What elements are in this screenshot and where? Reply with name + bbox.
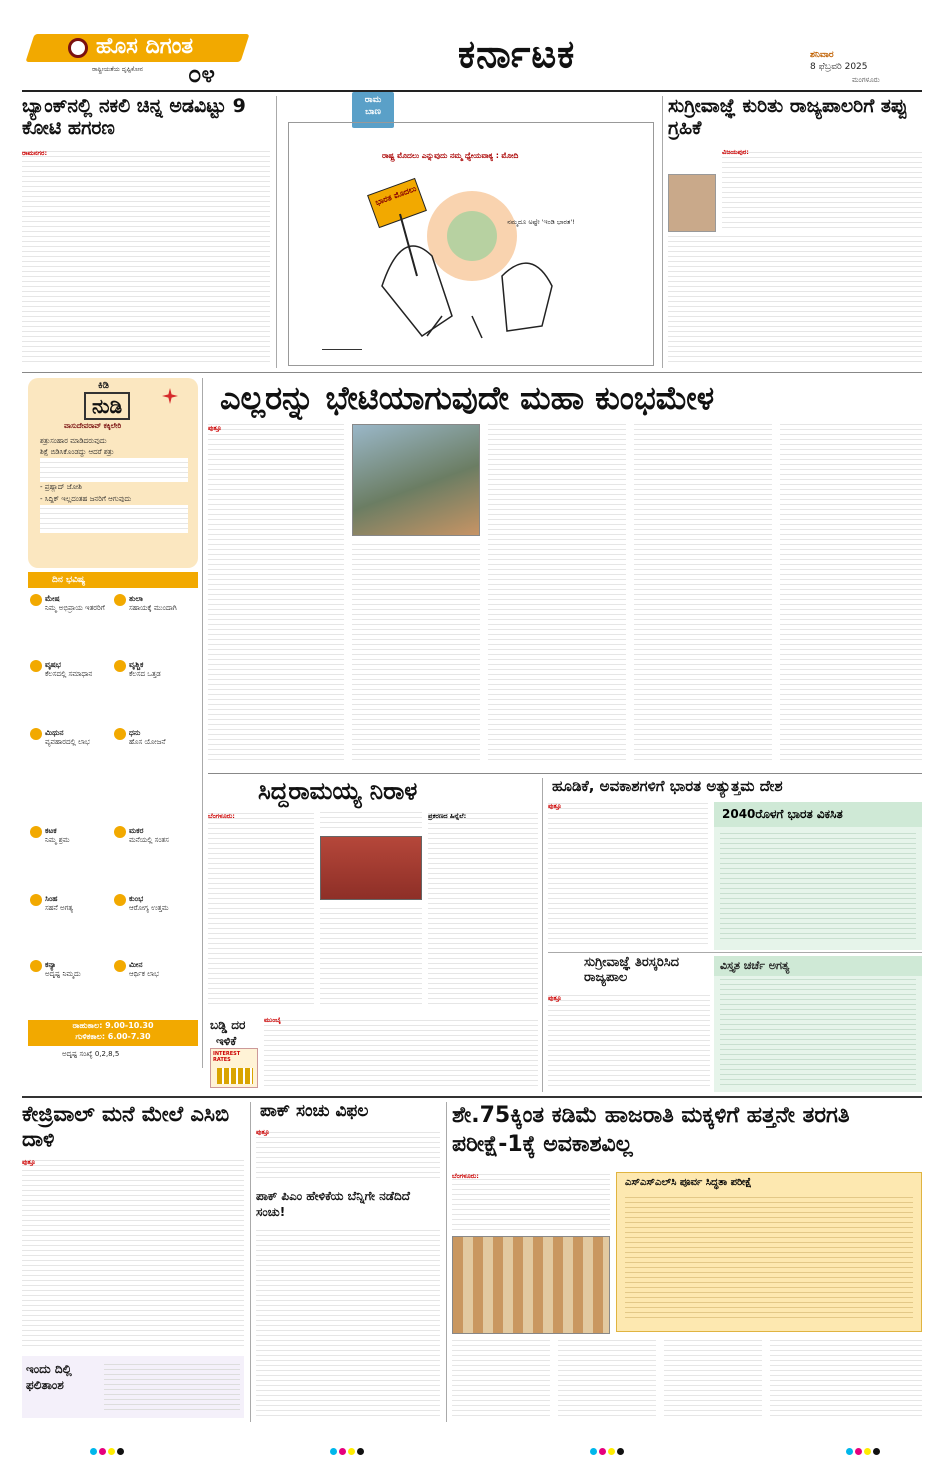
ordinance-story: ಸುಗ್ರೀವಾಜ್ಞೆ ತಿರಸ್ಕರಿಸಿದ ರಾಜ್ಯಪಾಲ ಪುತ್ತೂ bbox=[548, 956, 710, 1092]
cartoon-caption: ರಾಷ್ಟ್ರ ಮೊದಲು ಎನ್ನುವುದು ನಮ್ಮ ಧ್ಯೇಯವಾಕ್ಯ : ಮೋದಿ bbox=[382, 151, 519, 160]
siddaramaiah-story: ಸಿದ್ದರಾಮಯ್ಯ ನಿರಾಳ ಬೆಂಗಳೂರು: ಪ್ರಕರಣದ ಹಿನ್ನೆಲೆ: bbox=[208, 778, 538, 1010]
rahukala-box: ರಾಹುಕಾಲ: 9.00-10.30 ಗುಳಿಕಕಾಲ: 6.00-7.30 bbox=[28, 1020, 198, 1046]
horoscope bbox=[28, 572, 198, 794]
sign-kanya: ಕನ್ಯಾ ಅದೃಷ್ಟ ನಿಮ್ಮದು bbox=[30, 960, 110, 979]
investment-title: ಹೂಡಿಕೆ, ಅವಕಾಶಗಳಿಗೆ ಭಾರತ ಅತ್ಯುತ್ತಮ ದೇಶ bbox=[552, 777, 783, 795]
bank-story-title: ಬ್ಯಾಂಕ್‌ನಲ್ಲಿ ನಕಲಿ ಚಿನ್ನ ಅಡವಿಟ್ಟು 9 ಕೋಟಿ ಹಗರಣ bbox=[22, 95, 246, 139]
bank-story-body: ರಾಮನಗರ: bbox=[22, 148, 270, 366]
cancer-icon bbox=[30, 826, 42, 838]
kidi-label: ಕಿಡಿ bbox=[98, 380, 109, 391]
exam-hall-photo bbox=[452, 1236, 610, 1334]
debate-title: ವಿಸ್ತೃತ ಚರ್ಚೆ ಅಗತ್ಯ bbox=[714, 956, 922, 976]
kejriwal-story: ಕೇಜ್ರಿವಾಲ್ ಮನೆ ಮೇಲೆ ಎಸಿಬಿ ದಾಳಿ ಪುತ್ತೂ ಇಂದು ದಿಲ್ಲಿ ಫಲಿತಾಂಶ bbox=[22, 1102, 244, 1422]
lucky-number: ಅದೃಷ್ಟ ಸಂಖ್ಯೆ 0,2,8,5 bbox=[62, 1050, 120, 1058]
kidi-nudi-box bbox=[28, 378, 198, 568]
governor-story-body: ವಿಜಯಪುರ: bbox=[722, 148, 922, 232]
virgo-icon bbox=[30, 960, 42, 972]
libra-icon bbox=[114, 594, 126, 606]
kidi-text: ಶತ್ರುಸಂಹಾರ ಮಾಡಿದರುವುದು ಶಿಕ್ಷೆ ಬಿಡಿಸಿಕೊಂಡದ್ದು ಆದರೆ ಶತ್ರು - ಪ್ರಹ್ಲಾದ್ ಜೋಶಿ - ಸಿದ್ದಿಕ್ ಇಲ್ಲದಂತಹ ಜನರಿಗೆ ಆಗುವುದು bbox=[40, 436, 188, 533]
pak-title: ಪಾಕ್ ಸಂಚು ವಿಫಲ bbox=[260, 1101, 369, 1121]
cartoon-panel bbox=[282, 96, 657, 368]
sign-dhanu: ಧನು ಹೊಸ ಯೋಜನೆ bbox=[114, 728, 194, 747]
viksit-box bbox=[714, 802, 922, 950]
sign-kataka: ಕಟಕ ನಿಮ್ಮ ಶ್ರಮ bbox=[30, 826, 110, 845]
kidi-title: ನುಡಿ bbox=[84, 392, 130, 420]
attendance-title: ಶೇ.75ಕ್ಕಿಂತ ಕಡಿಮೆ ಹಾಜರಾತಿ ಮಕ್ಕಳಿಗೆ ಹತ್ತನೇ ತರಗತಿ ಪರೀಕ್ಷೆ-1ಕ್ಕೆ ಅವಕಾಶವಿಲ್ಲ bbox=[452, 1103, 850, 1157]
gemini-icon bbox=[30, 728, 42, 740]
kidi-author: ವಾಸುದೇವರಾವ್ ಕಕ್ಕಿಲೇರಿ bbox=[64, 422, 122, 430]
governor-story bbox=[668, 96, 922, 368]
sslc-title: ಎಸ್‌ಎಸ್‌ಎಲ್‌ಸಿ ಪೂರ್ವ ಸಿದ್ಧತಾ ಪರೀಕ್ಷೆ bbox=[625, 1177, 752, 1188]
aquarius-icon bbox=[114, 894, 126, 906]
bank-story bbox=[22, 96, 270, 368]
logo-emblem-icon bbox=[68, 38, 88, 58]
issue-date: 8 ಫೆಬ್ರವರಿ 2025 bbox=[810, 62, 868, 72]
interest-title: ಬಡ್ಡಿ ದರ ಇಳಿಕೆ bbox=[210, 1018, 246, 1048]
sign-vrischika: ವೃಶ್ಚಿಕ ಕೆಲಸದ ಒತ್ತಡ bbox=[114, 660, 194, 679]
sign-vrishabha: ವೃಷಭ ಕೆಲಸದಲ್ಲಿ ಸಮಾಧಾನ bbox=[30, 660, 110, 679]
attendance-story: ಶೇ.75ಕ್ಕಿಂತ ಕಡಿಮೆ ಹಾಜರಾತಿ ಮಕ್ಕಳಿಗೆ ಹತ್ತನೇ ತರಗತಿ ಪರೀಕ್ಷೆ-1ಕ್ಕೆ ಅವಕಾಶವಿಲ್ಲ ಬೆಂಗಳೂರು: ಎಸ್‌ಎಸ್‌ಎಲ್‌ಸಿ ಪೂರ್ವ ಸಿದ್ಧತಾ ಪರೀಕ್ಷೆ bbox=[452, 1102, 922, 1422]
sign-tula: ತುಲಾ ಸಹಾಯಕ್ಕೆ ಮುಂದಾಗಿ bbox=[114, 594, 194, 613]
kumbh-title: ಎಲ್ಲರನ್ನು ಭೇಟಿಯಾಗುವುದೇ ಮಹಾ ಕುಂಭಮೇಳ bbox=[220, 379, 715, 417]
aries-icon bbox=[30, 594, 42, 606]
cartoon-placard: ಭಾರತ ಮೊದಲು bbox=[374, 183, 418, 208]
masthead bbox=[0, 28, 945, 90]
pisces-icon bbox=[114, 960, 126, 972]
sign-meena: ಮೀನ ಆರ್ಥಿಕ ಲಾಭ bbox=[114, 960, 194, 979]
sign-mithuna: ಮಿಥುನ ವ್ಯವಹಾರದಲ್ಲಿ ಲಾಭ bbox=[30, 728, 110, 747]
cartoon-speech: ನಮ್ಮದೂ ಅಷ್ಟೇ 'ಇಂಡಿ ಭಾರತ'! bbox=[507, 218, 575, 226]
taurus-icon bbox=[30, 660, 42, 672]
rama-bana-badge: ರಾಮ ಬಾಣ bbox=[352, 92, 394, 128]
debate-box bbox=[714, 956, 922, 1092]
page-number: ೦೪ bbox=[188, 60, 215, 88]
issue-day: ಶನಿವಾರ bbox=[810, 50, 834, 60]
investment-story: ಹೂಡಿಕೆ, ಅವಕಾಶಗಳಿಗೆ ಭಾರತ ಅತ್ಯುತ್ತಮ ದೇಶ ಪುತ್ತೂ 2040ರೊಳಗೆ ಭಾರತ ವಿಕಸಿತ bbox=[548, 778, 922, 950]
kumbh-photo bbox=[352, 424, 480, 536]
sign-makara: ಮಕರ ಮನೆಯಲ್ಲಿ ಸಂತಸ bbox=[114, 826, 194, 845]
viksit-title: 2040ರೊಳಗೆ ಭಾರತ ವಿಕಸಿತ bbox=[714, 802, 922, 827]
interest-rates-graphic: INTEREST RATES bbox=[210, 1048, 258, 1088]
sign-simha: ಸಿಂಹ ಸಹನೆ ಅಗತ್ಯ bbox=[30, 894, 110, 913]
issue-city: ಮಂಗಳೂರು bbox=[852, 76, 880, 84]
scorpio-icon bbox=[114, 660, 126, 672]
spark-icon bbox=[162, 388, 178, 404]
siddaramaiah-title: ಸಿದ್ದರಾಮಯ್ಯ ನಿರಾಳ bbox=[258, 777, 418, 805]
logo-text: ಹೊಸ ದಿಗಂತ bbox=[96, 34, 194, 59]
governor-story-title: ಸುಗ್ರೀವಾಜ್ಞೆ ಕುರಿತು ರಾಜ್ಯಪಾಲರಿಗೆ ತಪ್ಪು ಗ್ರಹಿಕೆ bbox=[668, 95, 908, 139]
pak-story: ಪಾಕ್ ಸಂಚು ವಿಫಲ ಪುತ್ತೂ ಪಾಕ್ ಪಿಎಂ ಹೇಳಿಕೆಯ ಬೆನ್ನಿಗೇ ನಡೆದಿದೆ ಸಂಚು! bbox=[256, 1102, 440, 1422]
capricorn-icon bbox=[114, 826, 126, 838]
section-title: ಕರ್ನಾಟಕ bbox=[458, 32, 576, 76]
logo bbox=[22, 28, 252, 88]
logo-subtitle: ರಾಷ್ಟ್ರೀಯತೆಯ ದೃಷ್ಟಿಕೋನ bbox=[92, 66, 144, 73]
sign-mesha: ಮೇಷ ನಿಮ್ಮ ಅಭಿಪ್ರಾಯ ಇತರರಿಗೆ bbox=[30, 594, 110, 613]
sign-kumbha: ಕುಂಭ ಆರೋಗ್ಯ ಉತ್ತಮ bbox=[114, 894, 194, 913]
delhi-result-title: ಇಂದು ದಿಲ್ಲಿ ಫಲಿತಾಂಶ bbox=[26, 1362, 72, 1392]
horoscope-title: ದಿನ ಭವಿಷ್ಯ bbox=[28, 572, 198, 588]
delhi-result-box bbox=[22, 1356, 244, 1418]
color-registration-marks bbox=[90, 1440, 126, 1459]
pak-subtitle: ಪಾಕ್ ಪಿಎಂ ಹೇಳಿಕೆಯ ಬೆನ್ನಿಗೇ ನಡೆದಿದೆ ಸಂಚು! bbox=[256, 1189, 410, 1220]
sagittarius-icon bbox=[114, 728, 126, 740]
interest-story: ಬಡ್ಡಿ ದರ ಇಳಿಕೆ INTEREST RATES ಮುಂಬೈ bbox=[208, 1014, 538, 1092]
ordinance-title: ಸುಗ್ರೀವಾಜ್ಞೆ ತಿರಸ್ಕರಿಸಿದ ರಾಜ್ಯಪಾಲ bbox=[584, 955, 680, 985]
horoscope-lower bbox=[28, 800, 198, 1030]
minister-photo bbox=[668, 174, 716, 232]
sslc-box bbox=[616, 1172, 922, 1332]
kumbh-story: ಎಲ್ಲರನ್ನು ಭೇಟಿಯಾಗುವುದೇ ಮಹಾ ಕುಂಭಮೇಳ ಪುತ್ತೂ bbox=[208, 378, 922, 770]
cartoon-drawing bbox=[342, 166, 592, 346]
court-photo bbox=[320, 836, 422, 900]
kejriwal-title: ಕೇಜ್ರಿವಾಲ್ ಮನೆ ಮೇಲೆ ಎಸಿಬಿ ದಾಳಿ bbox=[22, 1102, 230, 1152]
cartoonist-signature bbox=[322, 344, 362, 350]
leo-icon bbox=[30, 894, 42, 906]
